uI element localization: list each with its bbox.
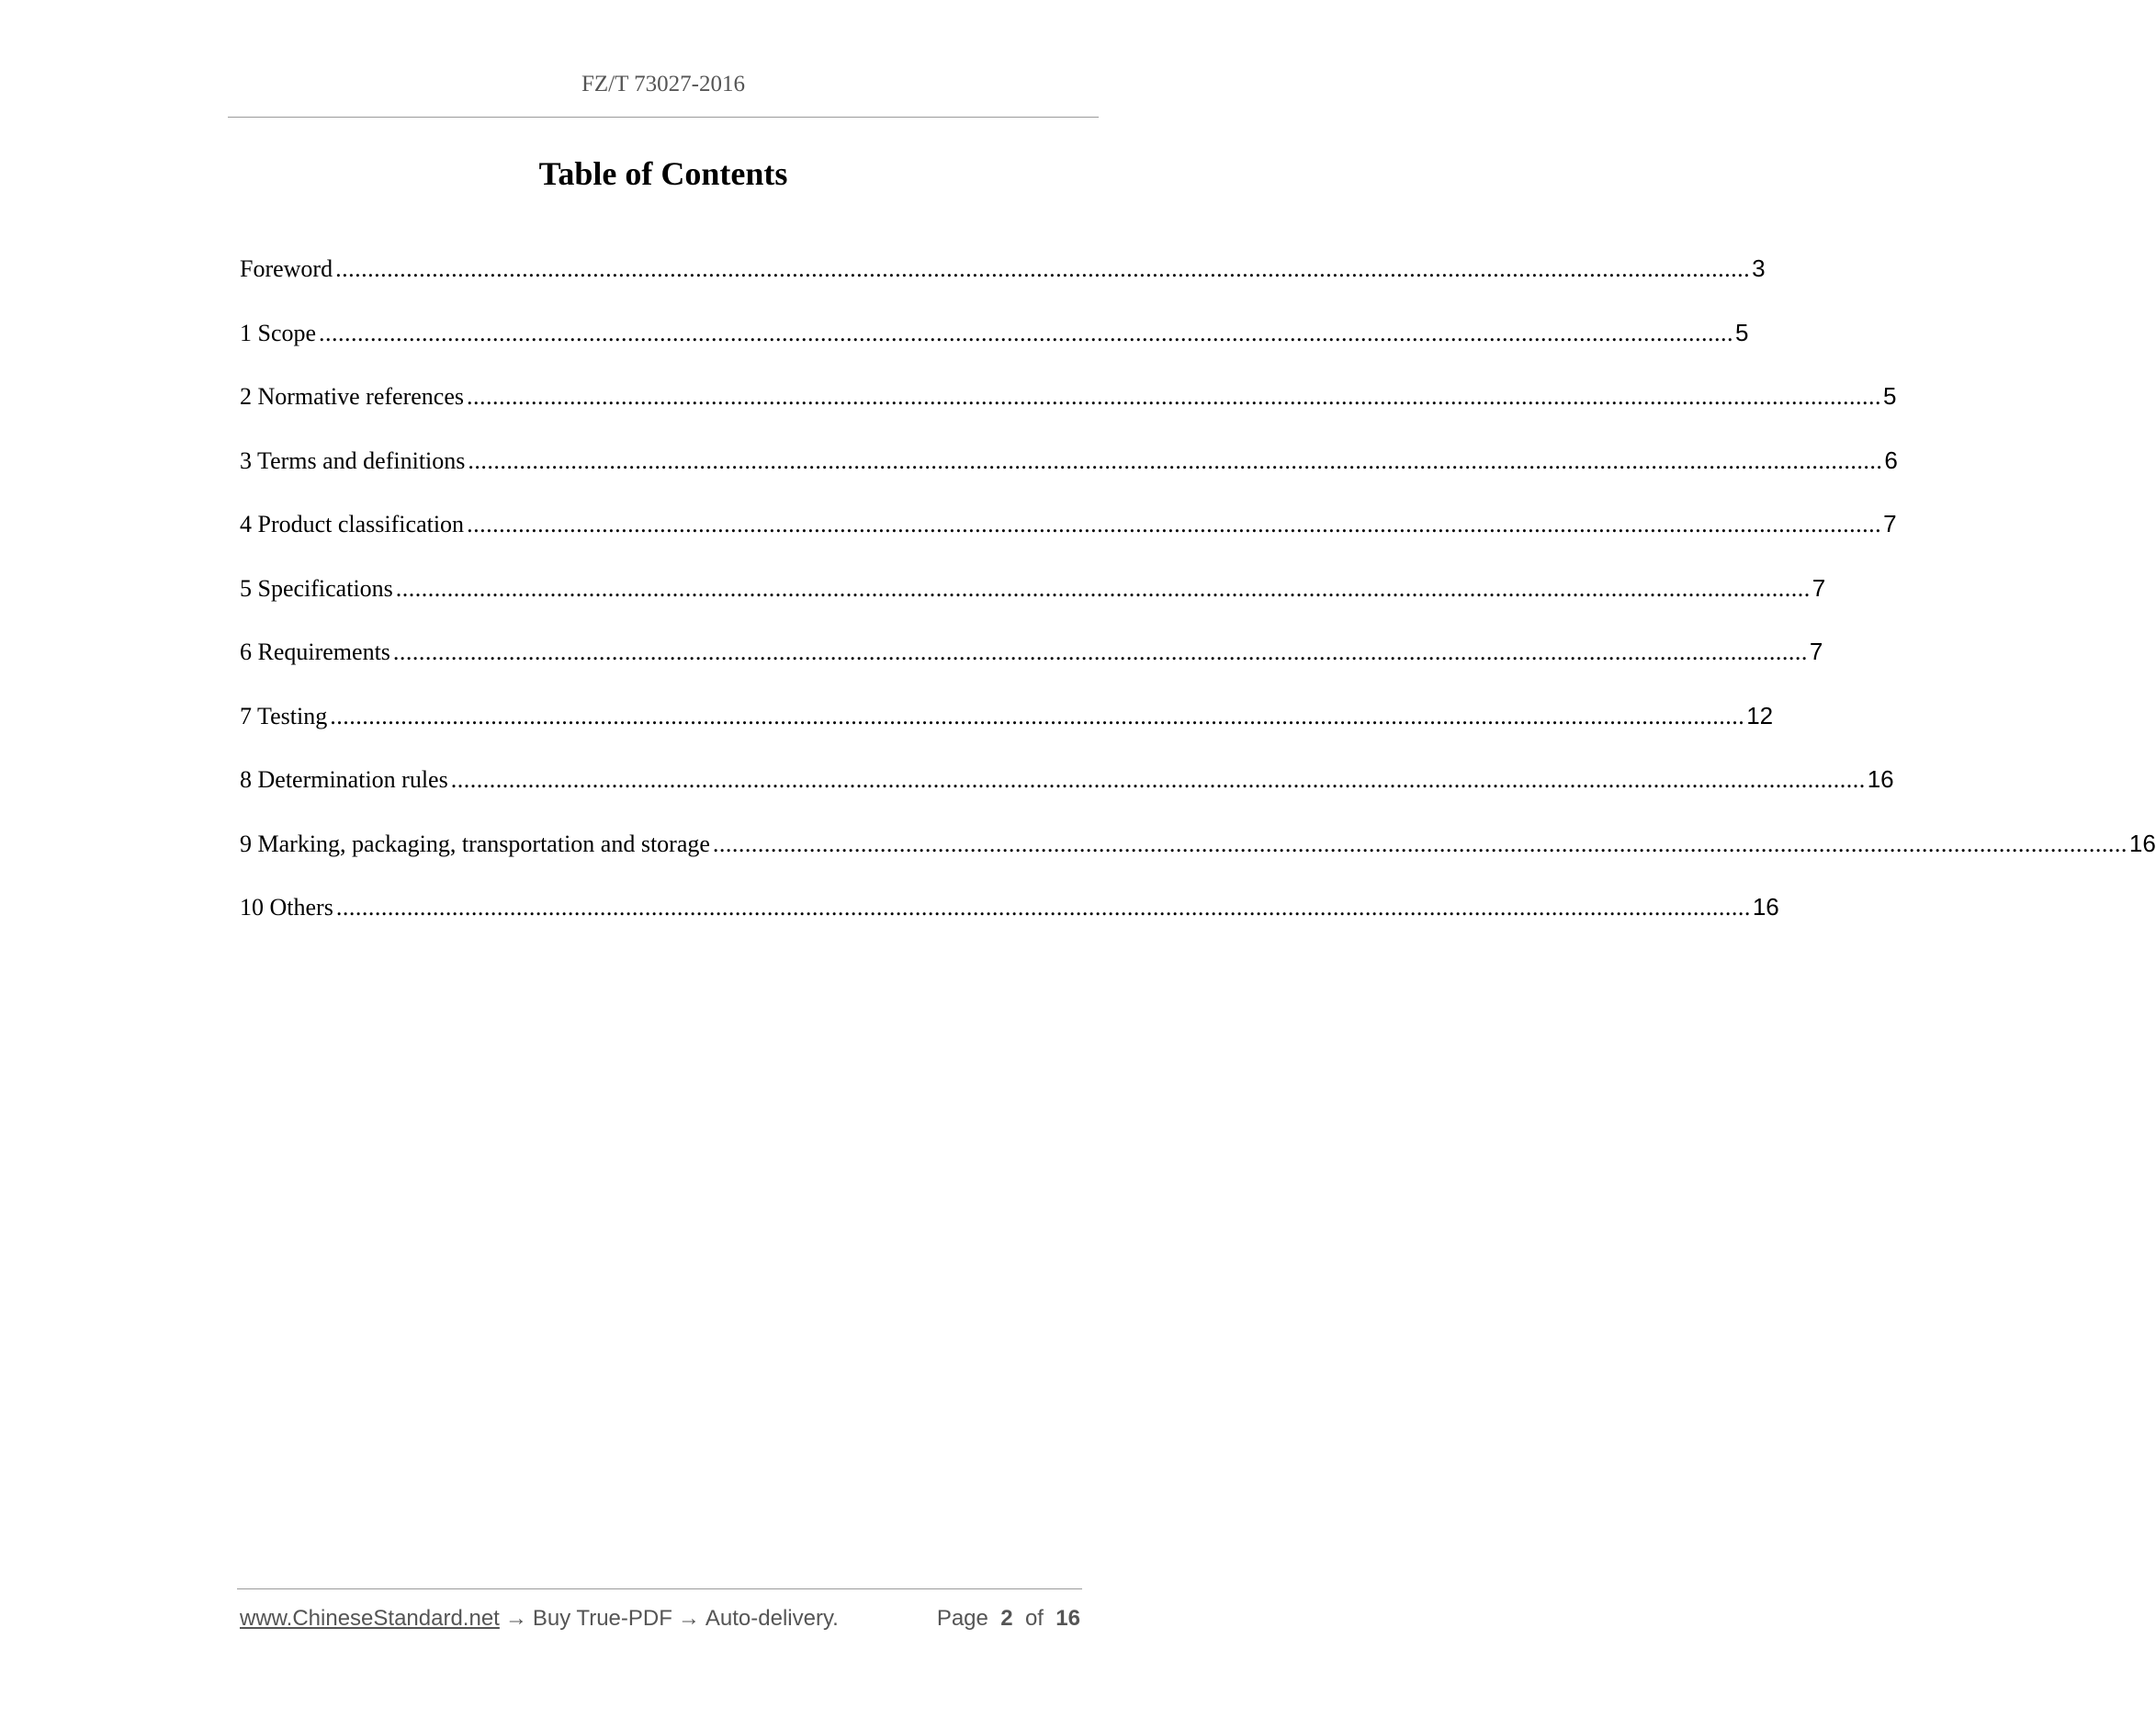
- toc-entry-product-classification[interactable]: [240, 510, 1897, 574]
- toc-entry-terms-and-definitions[interactable]: [240, 446, 1898, 511]
- toc-entry-page: 6: [1884, 446, 1898, 474]
- toc-entry-others[interactable]: [240, 893, 1779, 957]
- toc-entry-page: 5: [1882, 382, 1897, 410]
- toc-entry-label: 7 Testing: [240, 702, 328, 729]
- toc-entry-specifications[interactable]: [240, 573, 1826, 639]
- dot-leader: ............................................................................................................................................................................................................................: [330, 702, 1745, 729]
- dot-leader: ............................................................................................................................................................................................................................: [395, 574, 1811, 602]
- toc-entry-foreword[interactable]: [240, 254, 1766, 319]
- toc-entry-page: 12: [1746, 701, 1774, 729]
- table-of-contents: [240, 254, 2156, 957]
- toc-entry-label: 10 Others: [240, 894, 333, 921]
- document-id-header: FZ/T 73027-2016: [581, 72, 745, 96]
- footer-divider: [237, 1588, 1082, 1589]
- toc-entry-page: 16: [2128, 829, 2156, 857]
- toc-entry-label: 6 Requirements: [240, 639, 390, 665]
- toc-entry-requirements[interactable]: [240, 638, 1823, 702]
- toc-entry-label: Foreword: [240, 255, 333, 282]
- footer-promo: [240, 1606, 839, 1632]
- total-pages-number: 16: [1055, 1606, 1080, 1631]
- arrow-right-icon: →: [504, 1606, 527, 1631]
- toc-entry-page: 7: [1883, 510, 1897, 537]
- toc-entry-page: 5: [1735, 318, 1749, 346]
- page-title: Table of Contents: [538, 155, 788, 192]
- arrow-right-icon: →: [677, 1606, 700, 1631]
- footer-step-delivery: Auto-delivery.: [705, 1606, 839, 1631]
- current-page-number: 2: [1000, 1606, 1013, 1631]
- footer-step-buy: Buy True-PDF: [532, 1606, 672, 1631]
- toc-entry-normative-references[interactable]: [240, 382, 1897, 446]
- toc-entry-scope[interactable]: [240, 318, 1749, 383]
- dot-leader: ............................................................................................................................................................................................................................: [712, 830, 2128, 857]
- toc-entry-determination-rules[interactable]: [240, 765, 1894, 830]
- page-indicator: [937, 1606, 1080, 1632]
- toc-entry-page: 16: [1752, 893, 1779, 921]
- header-divider: [228, 117, 1099, 118]
- dot-leader: ............................................................................................................................................................................................................................: [450, 766, 1866, 793]
- of-word: of: [1024, 1606, 1044, 1631]
- dot-leader: ............................................................................................................................................................................................................................: [468, 446, 1883, 474]
- dot-leader: ............................................................................................................................................................................................................................: [467, 511, 1882, 537]
- dot-leader: ............................................................................................................................................................................................................................: [319, 319, 1734, 346]
- toc-entry-label: 4 Product classification: [240, 511, 465, 537]
- dot-leader: ............................................................................................................................................................................................................................: [335, 255, 1751, 282]
- dot-leader: ............................................................................................................................................................................................................................: [392, 639, 1808, 665]
- toc-entry-testing[interactable]: [240, 701, 1774, 766]
- toc-entry-label: 9 Marking, packaging, transportation and storage: [240, 830, 710, 857]
- dot-leader: ............................................................................................................................................................................................................................: [335, 894, 1751, 921]
- toc-entry-label: 3 Terms and definitions: [240, 446, 466, 474]
- dot-leader: ............................................................................................................................................................................................................................: [466, 383, 1881, 410]
- toc-entry-label: 8 Determination rules: [240, 766, 448, 793]
- toc-entry-label: 2 Normative references: [240, 383, 464, 410]
- toc-entry-page: 16: [1867, 765, 1894, 793]
- toc-entry-marking-packaging[interactable]: [240, 829, 2156, 894]
- toc-entry-page: 3: [1752, 254, 1766, 282]
- toc-entry-page: 7: [1812, 573, 1826, 602]
- toc-entry-page: 7: [1809, 638, 1823, 665]
- toc-entry-label: 5 Specifications: [240, 574, 393, 602]
- page-word: Page: [936, 1606, 988, 1631]
- website-link[interactable]: www.ChineseStandard.net: [240, 1606, 500, 1631]
- toc-entry-label: 1 Scope: [240, 319, 317, 346]
